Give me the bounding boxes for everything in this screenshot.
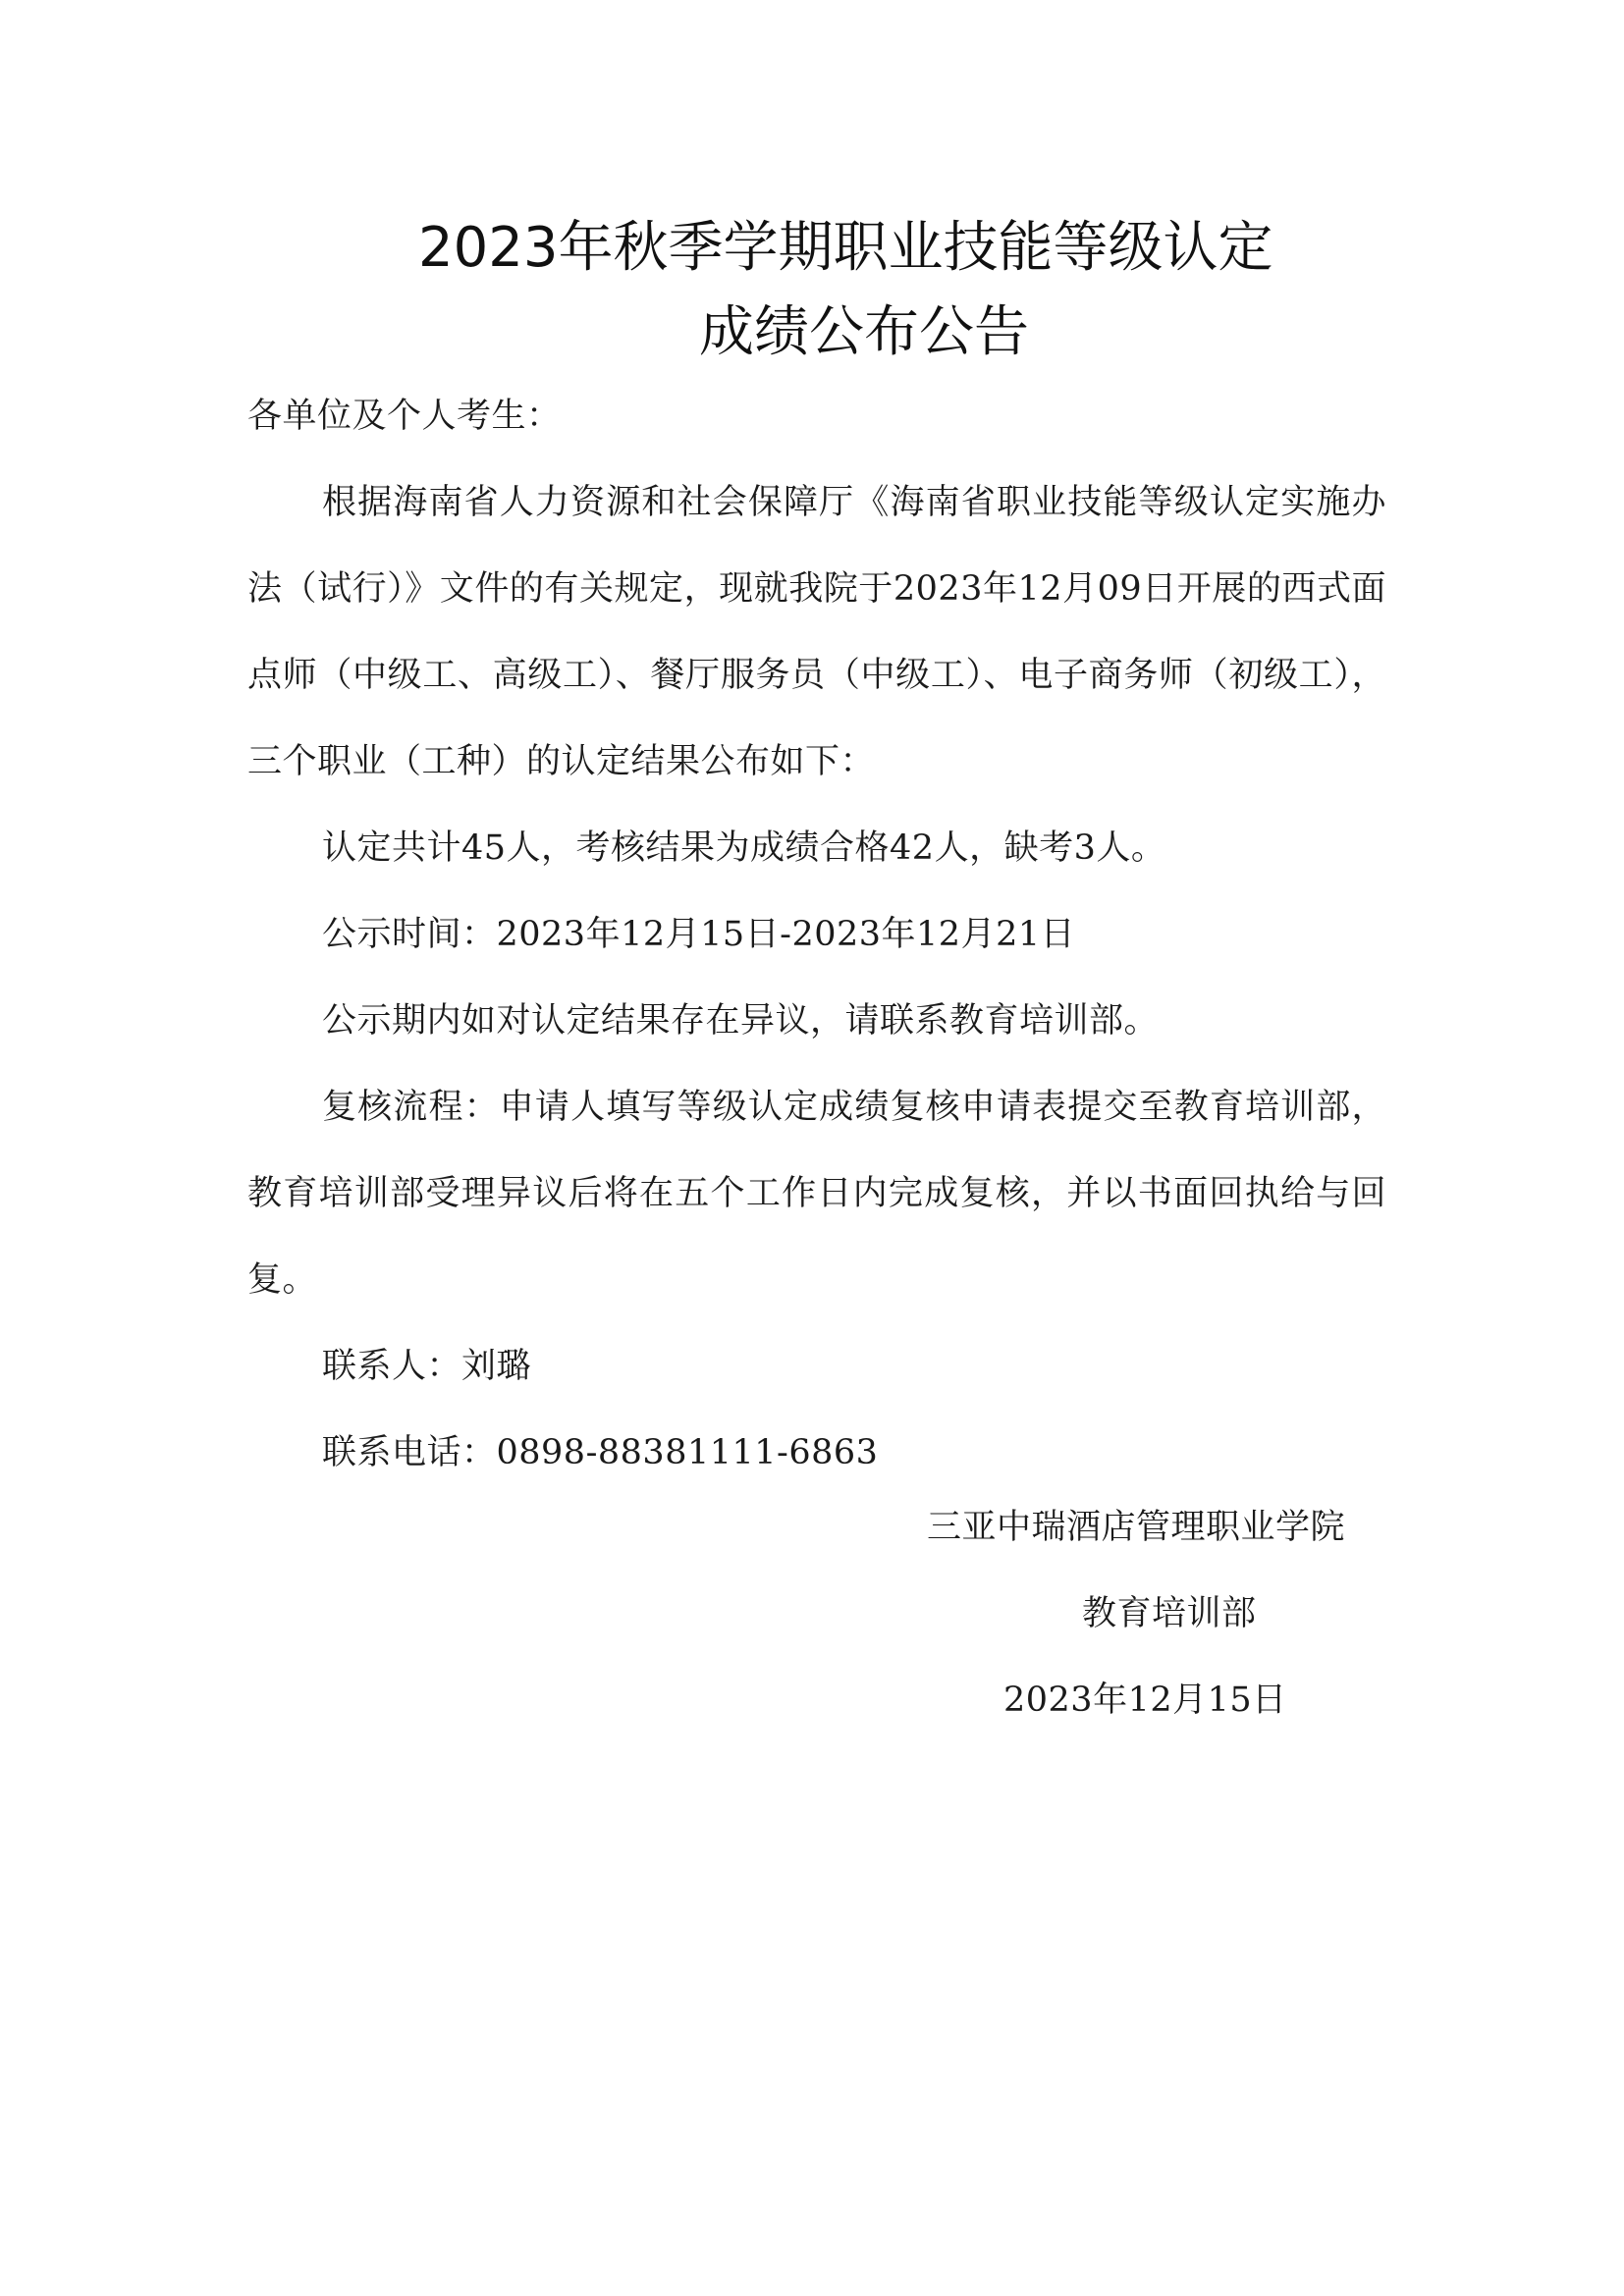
title-line-1: 2023年秋季学期职业技能等级认定	[418, 216, 1273, 280]
signature-organization: 三亚中瑞酒店管理职业学院	[927, 1508, 1346, 1547]
paragraph-publicity-period: 公示时间：2023年12月15日-2023年12月21日	[322, 915, 1076, 954]
paragraph-contact-phone: 联系电话：0898-88381111-6863	[322, 1433, 879, 1472]
paragraph-basis: 根据海南省人力资源和社会保障厅《海南省职业技能等级认定实施办法（试行）》文件的有关规定，现就我院于2023年12月09日开展的西式面点师（中级工、高级工）、餐厅服务员（中级工）、电子商务师（初级工），三个职业（工种）的认定结果公布如下：	[247, 483, 1386, 781]
paragraph-contact-person: 联系人：刘璐	[322, 1347, 532, 1386]
paragraph-review-process: 复核流程：申请人填写等级认定成绩复核申请表提交至教育培训部，教育培训部受理异议后将在五个工作日内完成复核，并以书面回执给与回复。	[247, 1088, 1386, 1300]
title-line-2: 成绩公布公告	[699, 300, 1029, 364]
paragraph-results-summary: 认定共计45人，考核结果为成绩合格42人，缺考3人。	[322, 828, 1166, 868]
salutation: 各单位及个人考生：	[247, 397, 562, 436]
signature-department: 教育培训部	[1082, 1594, 1257, 1633]
paragraph-objection-notice: 公示期内如对认定结果存在异议，请联系教育培训部。	[322, 1001, 1160, 1041]
signature-date: 2023年12月15日	[1003, 1681, 1287, 1720]
